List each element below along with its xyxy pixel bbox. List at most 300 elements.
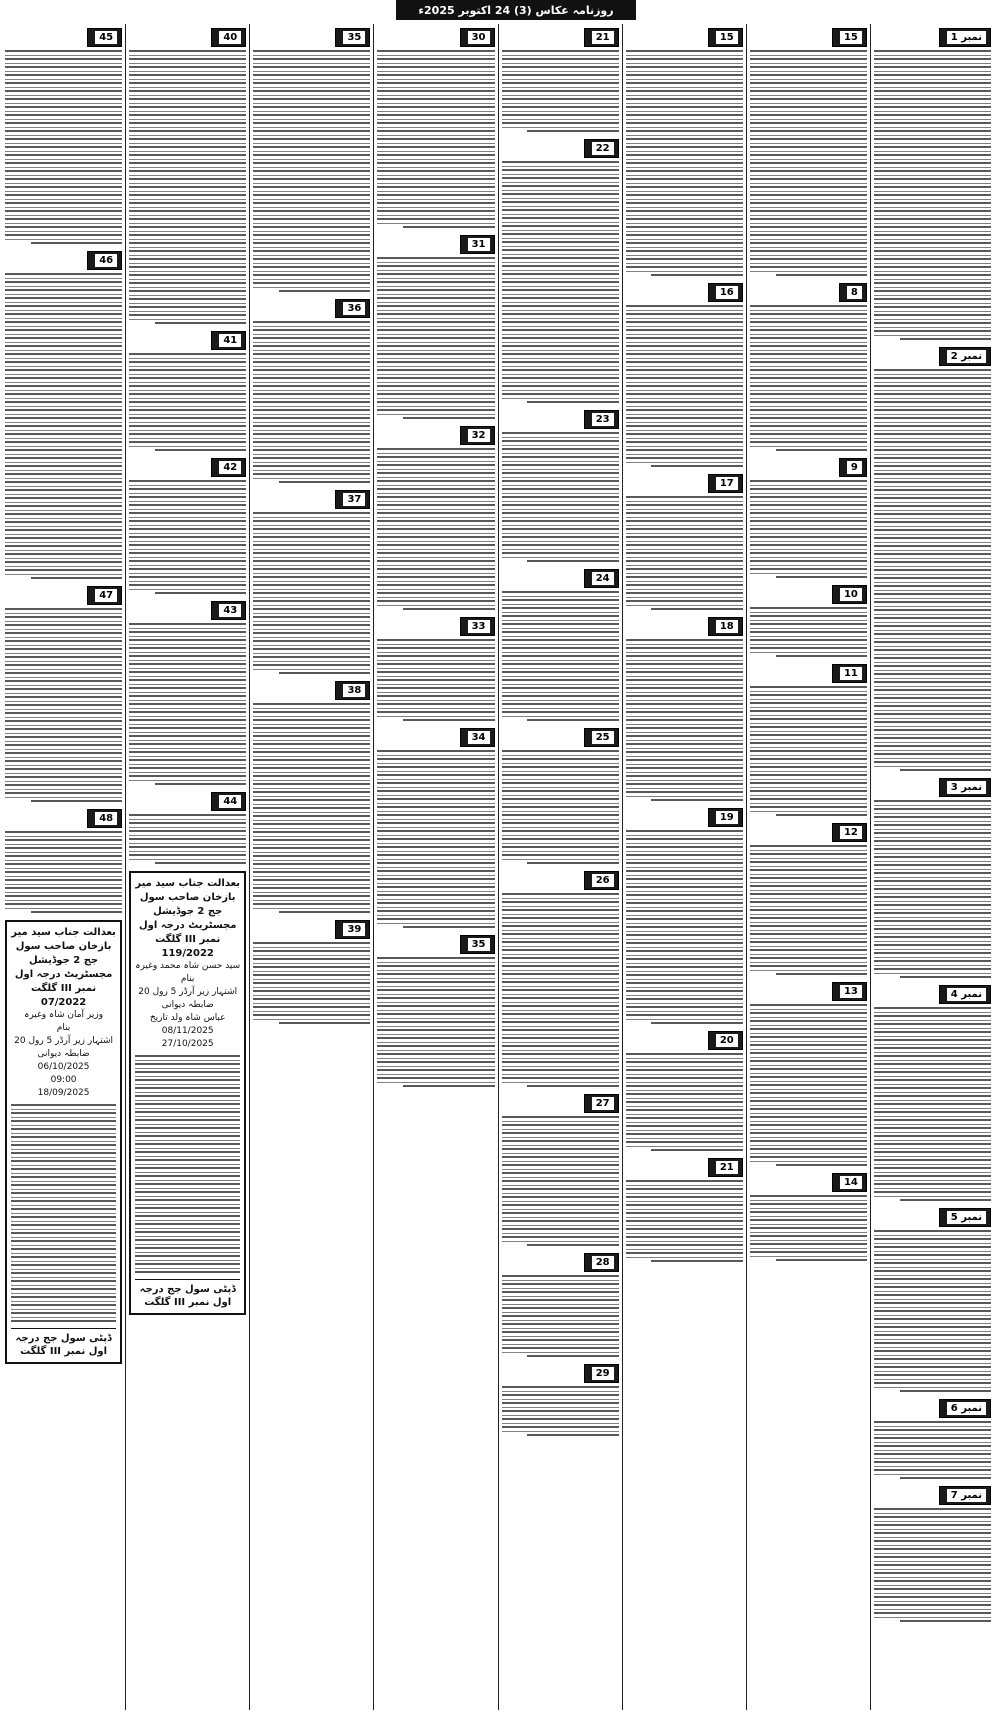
item-number-badge (211, 601, 246, 620)
item-heading (502, 871, 619, 890)
item-heading (253, 299, 370, 318)
item-body-last-line (31, 800, 122, 805)
classified-item (750, 585, 867, 660)
item-number-badge (211, 331, 246, 350)
classified-item (750, 1173, 867, 1264)
item-body-last-line (651, 608, 742, 613)
item-body-last-line (651, 1260, 742, 1265)
item-number: 40 (219, 31, 241, 44)
classified-item (750, 823, 867, 978)
item-number-badge (832, 585, 867, 604)
item-number-badge (939, 1208, 991, 1227)
item-body-text (502, 1275, 619, 1355)
item-body-text (377, 448, 494, 608)
classified-item (502, 569, 619, 724)
item-body-text (253, 321, 370, 481)
item-body-text (377, 750, 494, 926)
item-number-badge (584, 410, 619, 429)
item-number: 45 (95, 31, 117, 44)
classified-item (502, 871, 619, 1090)
classified-item (377, 935, 494, 1090)
classified-item (874, 1486, 991, 1625)
item-heading (502, 728, 619, 747)
classified-item (874, 1399, 991, 1482)
item-body-last-line (900, 338, 991, 343)
item-number-badge (211, 792, 246, 811)
notice-signature: ڈپٹی سول جج درجہ اول نمبر III گلگت (11, 1328, 116, 1358)
classified-item (5, 28, 122, 247)
item-number-badge (335, 920, 370, 939)
item-heading (874, 778, 991, 797)
item-heading (502, 410, 619, 429)
item-body-last-line (776, 274, 867, 279)
classified-item (253, 490, 370, 677)
item-body-text (750, 1195, 867, 1259)
item-body-last-line (900, 976, 991, 981)
item-number-badge (584, 728, 619, 747)
item-body-text (750, 686, 867, 814)
item-heading (377, 617, 494, 636)
item-number: 35 (343, 31, 365, 44)
item-heading (377, 28, 494, 47)
item-number: 39 (343, 923, 365, 936)
case-number: 07/2022 (40, 997, 87, 1008)
classified-item (5, 251, 122, 582)
classified-item (253, 299, 370, 486)
item-heading (5, 28, 122, 47)
item-body-last-line (527, 719, 618, 724)
classified-item (874, 778, 991, 981)
item-heading (5, 251, 122, 270)
classified-item (626, 474, 743, 613)
item-number-badge (211, 28, 246, 47)
classified-item (129, 28, 246, 327)
item-body-text (626, 1180, 743, 1260)
notice-line: 09:00 (50, 1075, 77, 1085)
item-number-badge (708, 1031, 743, 1050)
item-heading (750, 283, 867, 302)
item-number: 38 (343, 684, 365, 697)
item-body-last-line (900, 1620, 991, 1625)
item-body-text (874, 1007, 991, 1199)
classified-item (750, 28, 867, 279)
classified-item (874, 28, 991, 343)
classified-item (377, 728, 494, 931)
item-number: 11 (840, 667, 862, 680)
item-body-last-line (155, 592, 246, 597)
item-number-badge (832, 1173, 867, 1192)
item-heading (129, 28, 246, 47)
item-number-badge (211, 458, 246, 477)
item-number: 18 (716, 620, 738, 633)
item-number: 26 (592, 874, 614, 887)
item-number-badge (460, 28, 495, 47)
court-notice (5, 920, 122, 1364)
item-number: 20 (716, 1034, 738, 1047)
classified-item (129, 331, 246, 454)
item-heading (129, 601, 246, 620)
item-number-badge (87, 809, 122, 828)
court-notice (129, 871, 246, 1315)
item-body-last-line (279, 290, 370, 295)
classified-item (750, 458, 867, 581)
item-number: 43 (219, 604, 241, 617)
classified-item (502, 1094, 619, 1249)
classified-item (750, 664, 867, 819)
item-heading (750, 823, 867, 842)
item-body-last-line (900, 769, 991, 774)
notice-line: اشتہار زیر آرڈر 5 رول 20 ضابطہ دیوانی (138, 987, 238, 1010)
item-body-text (5, 831, 122, 911)
item-heading (253, 920, 370, 939)
item-body-text (377, 639, 494, 719)
item-number-badge (708, 283, 743, 302)
item-number: 48 (95, 812, 117, 825)
column-4 (498, 24, 622, 1710)
item-number: نمبر 1 (947, 31, 986, 44)
item-number: 9 (847, 461, 862, 474)
item-body-last-line (776, 449, 867, 454)
item-body-text (502, 591, 619, 719)
item-heading (874, 28, 991, 47)
item-number-badge (460, 426, 495, 445)
item-number-badge (335, 490, 370, 509)
item-body-last-line (155, 449, 246, 454)
item-body-text (874, 1508, 991, 1620)
item-number-badge (708, 1158, 743, 1177)
item-body-text (377, 257, 494, 417)
item-number-badge (335, 681, 370, 700)
item-number-badge (460, 617, 495, 636)
item-number: نمبر 7 (947, 1489, 986, 1502)
item-number-badge (832, 982, 867, 1001)
classified-item (377, 426, 494, 613)
classified-item (502, 1364, 619, 1439)
item-number: 37 (343, 493, 365, 506)
item-number: 35 (468, 938, 490, 951)
item-heading (626, 1031, 743, 1050)
item-body-last-line (155, 862, 246, 867)
item-body-text (750, 845, 867, 973)
item-body-last-line (776, 576, 867, 581)
item-body-last-line (31, 911, 122, 916)
classified-item (377, 235, 494, 422)
item-body-last-line (527, 1085, 618, 1090)
item-body-last-line (527, 560, 618, 565)
item-body-text (502, 750, 619, 862)
item-number: 29 (592, 1367, 614, 1380)
item-body-text (253, 703, 370, 911)
classified-item (377, 617, 494, 724)
item-number-badge (335, 28, 370, 47)
item-number-badge (839, 283, 867, 302)
item-body-text (129, 623, 246, 783)
notice-body-text (135, 1055, 240, 1275)
item-body-last-line (776, 655, 867, 660)
item-body-last-line (651, 274, 742, 279)
item-body-text (253, 50, 370, 290)
item-heading (626, 474, 743, 493)
item-number: 36 (343, 302, 365, 315)
item-number-badge (708, 28, 743, 47)
item-heading (129, 458, 246, 477)
notice-signature: ڈپٹی سول جج درجہ اول نمبر III گلگت (135, 1279, 240, 1309)
classified-item (626, 283, 743, 470)
column-1 (870, 24, 994, 1710)
classified-item (5, 586, 122, 805)
item-number-badge (335, 299, 370, 318)
item-body-text (377, 50, 494, 226)
item-body-last-line (403, 719, 494, 724)
notice-line: 06/10/2025 (37, 1062, 90, 1072)
notice-line: 18/09/2025 (37, 1088, 90, 1098)
item-body-text (750, 480, 867, 576)
classified-item (626, 1158, 743, 1265)
item-body-text (626, 1053, 743, 1149)
classified-item (874, 985, 991, 1204)
item-number: 44 (219, 795, 241, 808)
classified-item (626, 28, 743, 279)
item-heading (502, 28, 619, 47)
item-heading (750, 982, 867, 1001)
item-body-text (129, 480, 246, 592)
classified-item (502, 139, 619, 406)
item-number: 15 (716, 31, 738, 44)
case-number: 119/2022 (161, 948, 214, 959)
notice-line: 27/10/2025 (161, 1039, 214, 1049)
notice-line: سید حسن شاہ محمد وغیرہ (135, 961, 241, 971)
item-heading (502, 139, 619, 158)
item-body-text (750, 1004, 867, 1164)
item-heading (502, 569, 619, 588)
item-number: 13 (840, 985, 862, 998)
item-body-text (874, 369, 991, 769)
item-body-last-line (403, 926, 494, 931)
classified-item (502, 1253, 619, 1360)
classified-item (253, 28, 370, 295)
item-number-badge (87, 251, 122, 270)
classified-item (874, 1208, 991, 1395)
column-2 (746, 24, 870, 1710)
item-heading (502, 1094, 619, 1113)
court-title: بعدالت جناب سید میر بازخان صاحب سول جج 2 جوڈیشل مجسٹریٹ درجہ اول نمبر III گلگت (11, 927, 116, 994)
classified-item (129, 792, 246, 867)
column-8 (2, 24, 125, 1710)
item-number-badge (839, 458, 867, 477)
item-heading (626, 28, 743, 47)
item-number: 12 (840, 826, 862, 839)
item-number-badge (939, 347, 991, 366)
item-body-text (129, 353, 246, 449)
item-number: نمبر 5 (947, 1211, 986, 1224)
item-heading (377, 235, 494, 254)
item-body-last-line (403, 608, 494, 613)
item-body-last-line (527, 862, 618, 867)
item-heading (502, 1253, 619, 1272)
item-body-text (5, 608, 122, 800)
item-heading (377, 935, 494, 954)
item-number: 42 (219, 461, 241, 474)
item-number: 21 (716, 1161, 738, 1174)
classified-item (253, 681, 370, 916)
item-body-last-line (651, 1022, 742, 1027)
item-heading (750, 458, 867, 477)
item-heading (502, 1364, 619, 1383)
item-number-badge (939, 28, 991, 47)
item-number: 41 (219, 334, 241, 347)
item-heading (253, 681, 370, 700)
column-5 (373, 24, 497, 1710)
item-heading (750, 28, 867, 47)
item-heading (874, 1399, 991, 1418)
item-body-text (502, 893, 619, 1085)
item-heading (874, 985, 991, 1004)
item-number: 21 (592, 31, 614, 44)
masthead-text: روزنامہ عکاس (3) 24 اکتوبر 2025ء (418, 3, 614, 17)
newspaper-page (2, 24, 994, 1710)
item-body-last-line (527, 1434, 618, 1439)
item-body-last-line (651, 1149, 742, 1154)
item-heading (253, 28, 370, 47)
item-body-text (874, 1421, 991, 1477)
item-body-text (253, 512, 370, 672)
item-number-badge (832, 664, 867, 683)
notice-line: عباس شاہ ولد تاریخ (149, 1013, 226, 1023)
item-number: 22 (592, 142, 614, 155)
item-number: 46 (95, 254, 117, 267)
item-heading (253, 490, 370, 509)
item-body-text (626, 830, 743, 1022)
item-body-text (253, 942, 370, 1022)
item-number-badge (584, 1364, 619, 1383)
item-heading (750, 1173, 867, 1192)
item-body-last-line (900, 1390, 991, 1395)
item-body-last-line (776, 1259, 867, 1264)
item-body-text (750, 607, 867, 655)
item-number: 17 (716, 477, 738, 490)
item-body-text (874, 50, 991, 338)
column-3 (622, 24, 746, 1710)
item-number: نمبر 6 (947, 1402, 986, 1415)
item-number: 10 (840, 588, 862, 601)
classified-item (626, 617, 743, 804)
item-body-last-line (31, 577, 122, 582)
item-number-badge (584, 28, 619, 47)
item-body-text (502, 50, 619, 130)
notice-body-text (11, 1104, 116, 1324)
item-number: 34 (468, 731, 490, 744)
item-heading (377, 728, 494, 747)
item-body-last-line (403, 1085, 494, 1090)
item-number-badge (939, 778, 991, 797)
item-number-badge (708, 808, 743, 827)
classified-item (5, 809, 122, 916)
item-body-last-line (651, 799, 742, 804)
masthead-date-bar (396, 0, 636, 20)
item-body-last-line (279, 1022, 370, 1027)
item-number: 31 (468, 238, 490, 251)
classified-item (502, 410, 619, 565)
item-body-last-line (776, 973, 867, 978)
item-number-badge (939, 985, 991, 1004)
item-heading (626, 617, 743, 636)
item-body-last-line (900, 1477, 991, 1482)
item-heading (626, 808, 743, 827)
item-number-badge (584, 139, 619, 158)
item-number: 24 (592, 572, 614, 585)
item-number: 25 (592, 731, 614, 744)
item-heading (750, 585, 867, 604)
item-number: 19 (716, 811, 738, 824)
notice-line: اشتہار زیر آرڈر 5 رول 20 ضابطہ دیوانی (14, 1036, 113, 1059)
item-body-text (750, 305, 867, 449)
column-7 (125, 24, 249, 1710)
item-number: نمبر 4 (947, 988, 986, 1001)
item-number-badge (584, 569, 619, 588)
item-body-last-line (31, 242, 122, 247)
item-number-badge (708, 617, 743, 636)
item-heading (129, 792, 246, 811)
item-number-badge (87, 586, 122, 605)
item-heading (874, 1208, 991, 1227)
column-6 (249, 24, 373, 1710)
classified-item (626, 1031, 743, 1154)
item-body-text (377, 957, 494, 1085)
item-number: 15 (840, 31, 862, 44)
item-body-text (129, 50, 246, 322)
item-number: 14 (840, 1176, 862, 1189)
item-heading (5, 586, 122, 605)
item-number: 23 (592, 413, 614, 426)
item-body-last-line (279, 911, 370, 916)
item-body-text (5, 50, 122, 242)
item-number: نمبر 3 (947, 781, 986, 794)
item-body-text (626, 305, 743, 465)
item-heading (626, 283, 743, 302)
item-number: 27 (592, 1097, 614, 1110)
item-number: 33 (468, 620, 490, 633)
classified-item (129, 601, 246, 788)
item-number-badge (460, 935, 495, 954)
classified-item (626, 808, 743, 1027)
notice-line: بنام (180, 974, 195, 984)
item-body-text (502, 432, 619, 560)
item-heading (377, 426, 494, 445)
classified-item (253, 920, 370, 1027)
court-title: بعدالت جناب سید میر بازخان صاحب سول جج 2 جوڈیشل مجسٹریٹ درجہ اول نمبر III گلگت (135, 878, 241, 945)
item-number: نمبر 2 (947, 350, 986, 363)
classified-item (377, 28, 494, 231)
item-body-last-line (403, 226, 494, 231)
item-body-text (502, 161, 619, 401)
classified-item (502, 728, 619, 867)
item-number: 47 (95, 589, 117, 602)
item-body-text (750, 50, 867, 274)
classified-item (750, 982, 867, 1169)
item-body-last-line (527, 401, 618, 406)
item-body-last-line (776, 1164, 867, 1169)
item-number-badge (708, 474, 743, 493)
item-number-badge (939, 1399, 991, 1418)
item-heading (5, 809, 122, 828)
classified-item (502, 28, 619, 135)
item-body-text (129, 814, 246, 862)
item-body-last-line (279, 672, 370, 677)
item-body-last-line (155, 322, 246, 327)
notice-line: وزیر آمان شاہ وغیرہ (24, 1010, 104, 1020)
item-number-badge (460, 728, 495, 747)
item-number-badge (939, 1486, 991, 1505)
